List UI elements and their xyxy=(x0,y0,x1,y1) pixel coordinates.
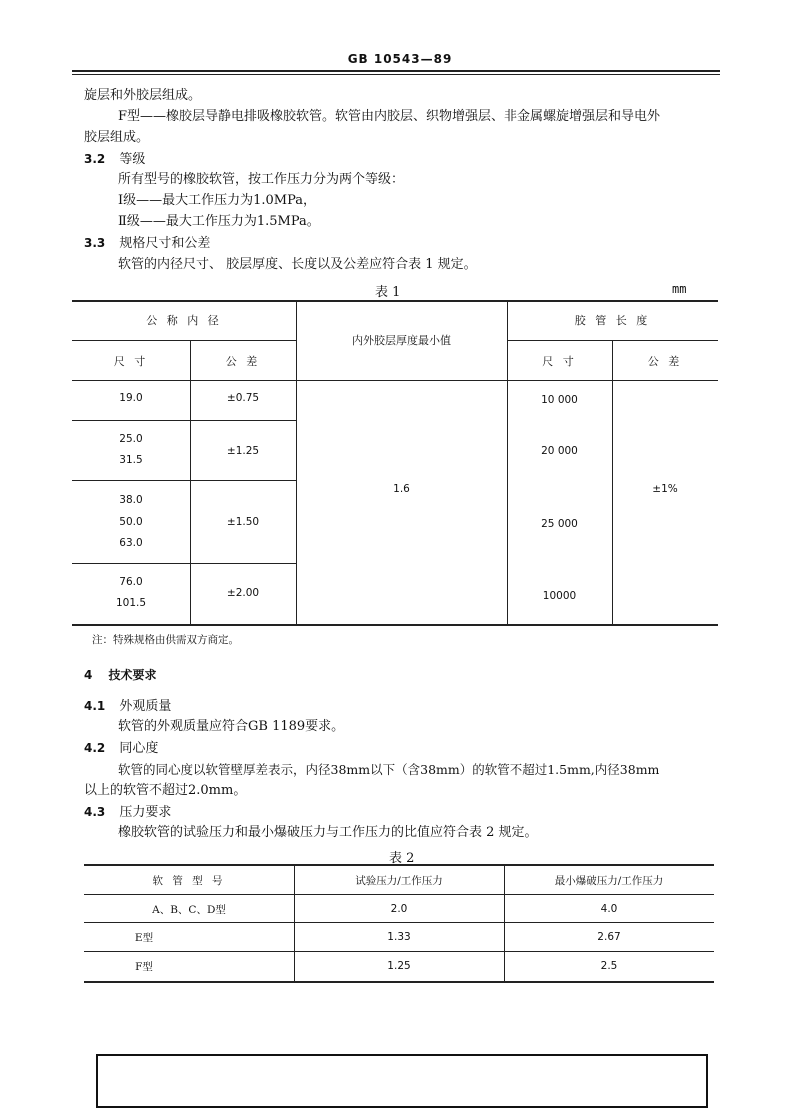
body-text: F型——橡胶层导静电排吸橡胶软管。软管由内胶层、织物增强层、非金属螺旋增强层和导电外 xyxy=(118,109,661,124)
table-rule xyxy=(507,300,508,624)
section-number: 4.1 xyxy=(84,699,106,713)
section-title: 规格尺寸和公差 xyxy=(119,236,211,251)
table-rule xyxy=(84,981,714,983)
tolerance-value: ±0.75 xyxy=(226,392,260,404)
header-length-tolerance: 公 差 xyxy=(647,355,683,368)
table-rule xyxy=(72,624,718,626)
burst-ratio: 2.5 xyxy=(600,960,618,972)
table-rule xyxy=(296,300,297,624)
standard-code-header: GB 10543—89 xyxy=(347,52,453,66)
body-text: Ⅱ级——最大工作压力为1.5MPa。 xyxy=(118,214,320,229)
footer-frame xyxy=(96,1054,708,1108)
length-tolerance-value: ±1% xyxy=(652,483,678,495)
table-rule xyxy=(84,864,714,866)
section-4-3-heading xyxy=(84,804,171,821)
body-text: 以上的软管不超过2.0mm。 xyxy=(84,783,247,798)
header-test-ratio: 试验压力/工作压力 xyxy=(355,875,443,887)
body-text: 软管的同心度以软管壁厚差表示，内径38mm以下（含38mm）的软管不超过1.5mm,内径38mm xyxy=(118,762,660,777)
table-rule xyxy=(72,380,718,381)
table1 xyxy=(72,300,718,626)
size-value: 31.5 xyxy=(119,454,143,466)
section-title: 压力要求 xyxy=(119,805,172,820)
header-length-size: 尺 寸 xyxy=(542,355,577,368)
test-ratio: 1.25 xyxy=(387,960,411,972)
header-layer-thickness: 内外胶层厚度最小值 xyxy=(352,334,451,347)
burst-ratio: 2.67 xyxy=(597,931,621,943)
section-3-3-heading xyxy=(84,235,210,252)
section-number: 3.3 xyxy=(84,236,106,250)
section-3-2-heading xyxy=(84,151,145,168)
table1-unit: mm xyxy=(672,282,687,296)
size-value: 19.0 xyxy=(119,392,143,404)
body-text: 橡胶软管的试验压力和最小爆破压力与工作压力的比值应符合表 2 规定。 xyxy=(118,825,538,840)
header-size: 尺 寸 xyxy=(113,355,149,368)
length-value: 10000 xyxy=(542,590,577,602)
size-value: 63.0 xyxy=(119,537,143,549)
hose-type: E型 xyxy=(134,932,154,944)
table-rule xyxy=(612,340,613,624)
section-number: 4.2 xyxy=(84,741,106,755)
body-text: 软管的外观质量应符合GB 1189要求。 xyxy=(118,719,345,734)
body-text: 胶层组成。 xyxy=(84,130,150,145)
table-rule xyxy=(72,563,296,564)
table-rule xyxy=(72,300,718,302)
tolerance-value: ±1.50 xyxy=(226,516,260,528)
table-rule xyxy=(72,340,296,341)
thickness-value: 1.6 xyxy=(393,483,410,495)
header-rule-thin xyxy=(72,74,720,75)
hose-type: A、B、C、D型 xyxy=(152,904,226,916)
length-value: 25 000 xyxy=(541,518,578,530)
body-text: 旋层和外胶层组成。 xyxy=(84,88,202,103)
header-hose-length: 胶 管 长 度 xyxy=(574,314,651,327)
table-rule xyxy=(84,894,714,895)
burst-ratio: 4.0 xyxy=(600,903,618,915)
size-value: 50.0 xyxy=(119,516,143,528)
size-value: 101.5 xyxy=(115,597,147,609)
body-text: Ⅰ级——最大工作压力为1.0MPa， xyxy=(118,193,317,208)
size-value: 76.0 xyxy=(119,576,143,588)
table2-caption: 表 2 xyxy=(389,851,415,866)
table-rule xyxy=(84,922,714,923)
table-rule xyxy=(190,340,191,624)
table-rule xyxy=(84,951,714,952)
section-4-heading xyxy=(84,667,157,683)
section-number: 4 xyxy=(84,668,93,682)
section-title: 外观质量 xyxy=(119,699,172,714)
size-value: 38.0 xyxy=(119,494,143,506)
tolerance-value: ±1.25 xyxy=(226,445,260,457)
table1-caption: 表 1 xyxy=(375,285,401,300)
test-ratio: 2.0 xyxy=(390,903,408,915)
table-rule xyxy=(72,480,296,481)
size-value: 25.0 xyxy=(119,433,143,445)
table2 xyxy=(84,864,714,984)
table1-note: 注：特殊规格由供需双方商定。 xyxy=(92,634,239,646)
length-value: 10 000 xyxy=(541,394,578,406)
section-4-2-heading xyxy=(84,740,158,757)
header-rule xyxy=(72,70,720,72)
section-number: 4.3 xyxy=(84,805,106,819)
header-nominal-id: 公 称 内 径 xyxy=(146,314,222,327)
body-text: 所有型号的橡胶软管，按工作压力分为两个等级： xyxy=(118,172,405,187)
header-hose-type: 软 管 型 号 xyxy=(152,875,226,887)
header-burst-ratio: 最小爆破压力/工作压力 xyxy=(554,875,664,887)
section-title: 等级 xyxy=(119,152,146,167)
header-tolerance: 公 差 xyxy=(225,355,261,368)
section-title: 技术要求 xyxy=(108,668,157,682)
table-rule xyxy=(72,420,296,421)
hose-type: F型 xyxy=(135,961,153,973)
body-text: 软管的内径尺寸、 胶层厚度、长度以及公差应符合表 1 规定。 xyxy=(118,257,477,272)
tolerance-value: ±2.00 xyxy=(226,587,260,599)
section-title: 同心度 xyxy=(119,741,159,756)
test-ratio: 1.33 xyxy=(387,931,411,943)
section-number: 3.2 xyxy=(84,152,106,166)
length-value: 20 000 xyxy=(541,445,578,457)
section-4-1-heading xyxy=(84,698,171,715)
